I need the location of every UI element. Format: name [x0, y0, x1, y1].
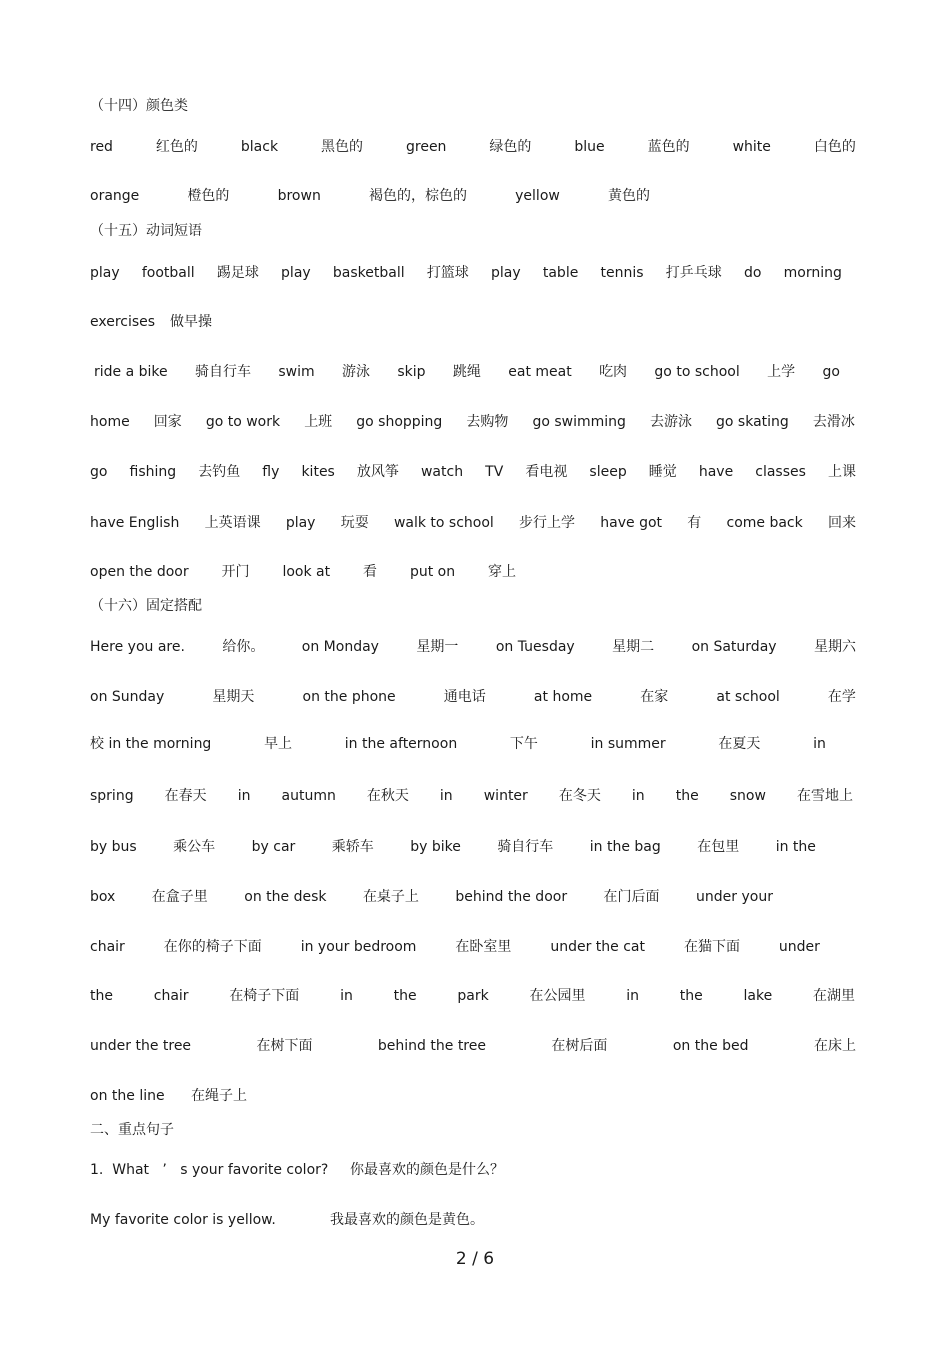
- vocab-term: 在椅子下面: [229, 988, 300, 1004]
- vocab-term: autumn: [281, 788, 336, 804]
- vocab-term: 骑自行车: [194, 364, 251, 380]
- vocab-term: 星期一: [416, 639, 459, 655]
- vocab-term: go swimming: [532, 414, 626, 430]
- vocab-term: 蓝色的: [647, 139, 690, 155]
- vocab-term: open the door: [90, 564, 189, 580]
- vocab-term: snow: [729, 788, 766, 804]
- vocab-term: 在桌子上: [362, 889, 419, 905]
- vocab-term: sleep: [589, 464, 627, 480]
- vocab-term: exercises: [90, 314, 156, 330]
- vocab-row: [90, 733, 826, 753]
- vocab-term: under the cat: [550, 939, 646, 955]
- vocab-term: 星期二: [612, 639, 655, 655]
- vocab-term: in: [439, 788, 453, 804]
- vocab-term: 去游泳: [649, 414, 692, 430]
- vocab-row: [90, 785, 853, 805]
- vocab-term: go: [90, 464, 108, 480]
- vocab-term: brown: [277, 188, 321, 204]
- vocab-term: red: [90, 139, 113, 155]
- vocab-term: go to work: [205, 414, 281, 430]
- vocab-term: 在学: [827, 689, 856, 705]
- vocab-term: in: [237, 788, 251, 804]
- vocab-term: eat meat: [508, 364, 572, 380]
- vocab-term: 在春天: [164, 788, 207, 804]
- vocab-term: classes: [755, 464, 806, 480]
- vocab-row: [90, 886, 773, 906]
- vocab-term: ride a bike: [94, 364, 168, 380]
- section-heading-sentences: 二、重点句子: [90, 1122, 174, 1138]
- vocab-term: 星期六: [814, 639, 856, 655]
- vocab-term: have got: [600, 515, 663, 531]
- vocab-term: on Saturday: [691, 639, 777, 655]
- vocab-row: [90, 512, 856, 532]
- vocab-term: 睡觉: [648, 464, 677, 480]
- vocab-term: the: [393, 988, 417, 1004]
- vocab-term: play: [90, 265, 120, 281]
- vocab-term: by bike: [410, 839, 461, 855]
- vocab-term: 上学: [767, 364, 796, 380]
- vocab-term: 在你的椅子下面: [163, 939, 262, 955]
- vocab-term: chair: [153, 988, 189, 1004]
- vocab-term: at home: [533, 689, 593, 705]
- vocab-term: on the line: [90, 1088, 165, 1104]
- vocab-term: 在雪地上: [796, 788, 853, 804]
- vocab-term: 在绳子上: [191, 1088, 247, 1104]
- vocab-term: 在夏天: [718, 736, 761, 752]
- vocab-term: 开门: [221, 564, 250, 580]
- page-number: 2 / 6: [455, 1249, 495, 1269]
- vocab-term: look at: [282, 564, 331, 580]
- vocab-term: play: [281, 265, 311, 281]
- vocab-term: white: [732, 139, 771, 155]
- vocab-row: [90, 936, 820, 956]
- vocab-term: TV: [485, 464, 504, 480]
- vocab-term: 游泳: [341, 364, 370, 380]
- vocab-term: the: [90, 988, 113, 1004]
- vocab-term: go: [822, 364, 840, 380]
- vocab-term: go to school: [654, 364, 740, 380]
- vocab-term: 在猫下面: [683, 939, 740, 955]
- vocab-term: 星期天: [212, 689, 255, 705]
- vocab-term: in: [813, 736, 826, 752]
- vocab-term: 穿上: [488, 564, 516, 580]
- vocab-term: 上班: [304, 414, 333, 430]
- vocab-term: watch: [420, 464, 464, 480]
- sentence-chinese: 你最喜欢的颜色是什么？: [350, 1162, 504, 1178]
- vocab-term: 有: [687, 515, 702, 531]
- vocab-term: home: [90, 414, 130, 430]
- vocab-term: go skating: [716, 414, 789, 430]
- vocab-term: in the bag: [589, 839, 661, 855]
- vocab-term: behind the tree: [377, 1038, 486, 1054]
- vocab-term: under your: [696, 889, 773, 905]
- vocab-row: [90, 1035, 856, 1055]
- vocab-term: skip: [397, 364, 426, 380]
- vocab-term: lake: [743, 988, 773, 1004]
- vocab-term: kites: [301, 464, 335, 480]
- vocab-term: by bus: [90, 839, 137, 855]
- vocab-term: 黑色的: [321, 139, 364, 155]
- vocab-term: 打篮球: [426, 265, 469, 281]
- vocab-term: 乘轿车: [331, 839, 374, 855]
- vocab-term: 通电话: [443, 689, 486, 705]
- vocab-term: 早上: [264, 736, 293, 752]
- vocab-term: put on: [409, 564, 456, 580]
- vocab-term: play: [285, 515, 316, 531]
- vocab-term: 乘公车: [173, 839, 216, 855]
- vocab-term: 红色的: [155, 139, 198, 155]
- vocab-term: 在床上: [814, 1038, 856, 1054]
- section-heading-verbs: （十五）动词短语: [90, 223, 202, 239]
- vocab-term: 在盒子里: [151, 889, 208, 905]
- vocab-term: football: [141, 265, 195, 281]
- vocab-term: have English: [90, 515, 180, 531]
- vocab-term: 吃肉: [599, 364, 628, 380]
- vocab-term: 在包里: [697, 839, 740, 855]
- vocab-term: in the afternoon: [344, 736, 458, 752]
- vocab-term: 去钓鱼: [198, 464, 241, 480]
- vocab-term: in: [626, 988, 639, 1004]
- sentence-chinese: 我最喜欢的颜色是黄色。: [330, 1212, 484, 1228]
- vocab-term: table: [542, 265, 579, 281]
- vocab-term: 校 in the morning: [90, 736, 212, 752]
- vocab-term: on the phone: [302, 689, 396, 705]
- vocab-term: on Tuesday: [495, 639, 575, 655]
- vocab-term: 下午: [509, 736, 538, 752]
- vocab-term: chair: [90, 939, 125, 955]
- vocab-term: 给你。: [222, 639, 265, 655]
- vocab-term: in your bedroom: [300, 939, 417, 955]
- vocab-term: 在门后面: [603, 889, 660, 905]
- vocab-row: [90, 262, 842, 282]
- vocab-term: 在湖里: [812, 988, 855, 1004]
- vocab-term: 看: [363, 564, 378, 580]
- vocab-term: Here you are.: [90, 639, 185, 655]
- vocab-term: play: [491, 265, 521, 281]
- vocab-row: [94, 361, 840, 381]
- vocab-term: spring: [90, 788, 134, 804]
- vocab-term: blue: [574, 139, 605, 155]
- vocab-row: [90, 836, 816, 856]
- vocab-term: basketball: [332, 265, 405, 281]
- vocab-term: 在家: [640, 689, 669, 705]
- vocab-term: 上课: [827, 464, 856, 480]
- vocab-row: [90, 636, 856, 656]
- vocab-row: [90, 185, 650, 205]
- vocab-term: in: [340, 988, 353, 1004]
- vocab-term: on the bed: [672, 1038, 749, 1054]
- vocab-term: fishing: [129, 464, 177, 480]
- vocab-term: orange: [90, 188, 140, 204]
- vocab-term: 玩耍: [340, 515, 369, 531]
- vocab-term: 看电视: [525, 464, 568, 480]
- vocab-row: [90, 561, 516, 581]
- vocab-term: in the: [775, 839, 816, 855]
- vocab-term: behind the door: [455, 889, 568, 905]
- vocab-term: yellow: [515, 188, 560, 204]
- vocab-term: the: [675, 788, 699, 804]
- vocab-term: go shopping: [356, 414, 443, 430]
- vocab-term: 骑自行车: [497, 839, 554, 855]
- vocab-term: 在公园里: [529, 988, 586, 1004]
- vocab-term: 褐色的，棕色的: [368, 188, 467, 204]
- vocab-term: morning: [783, 265, 842, 281]
- vocab-term: in: [631, 788, 645, 804]
- vocab-term: come back: [726, 515, 803, 531]
- vocab-term: 白色的: [813, 139, 856, 155]
- vocab-term: 跳绳: [452, 364, 481, 380]
- vocab-term: green: [406, 139, 447, 155]
- section-heading-fixed: （十六）固定搭配: [90, 598, 202, 614]
- vocab-row: [90, 311, 212, 331]
- vocab-term: on Monday: [301, 639, 379, 655]
- vocab-term: 回来: [827, 515, 856, 531]
- vocab-term: 在卧室里: [455, 939, 512, 955]
- vocab-term: 去购物: [466, 414, 509, 430]
- vocab-term: 踢足球: [216, 265, 259, 281]
- vocab-term: under the tree: [90, 1038, 192, 1054]
- vocab-row: [90, 686, 856, 706]
- sentence-row: [90, 1209, 484, 1229]
- sentence-english: 1. What ’ s your favorite color?: [90, 1162, 329, 1178]
- vocab-term: under: [778, 939, 820, 955]
- vocab-term: in summer: [590, 736, 666, 752]
- vocab-term: swim: [278, 364, 315, 380]
- vocab-term: 在冬天: [558, 788, 601, 804]
- vocab-term: fly: [262, 464, 280, 480]
- vocab-term: by car: [251, 839, 296, 855]
- vocab-term: park: [457, 988, 489, 1004]
- vocab-term: 回家: [153, 414, 182, 430]
- vocab-term: 放风筝: [356, 464, 399, 480]
- vocab-term: 上英语课: [204, 515, 261, 531]
- vocab-term: 在树后面: [551, 1038, 608, 1054]
- vocab-row: [90, 411, 855, 431]
- vocab-term: 做早操: [170, 314, 212, 330]
- vocab-term: 橙色的: [187, 188, 230, 204]
- vocab-term: 在树下面: [256, 1038, 313, 1054]
- sentence-row: [90, 1159, 504, 1179]
- vocab-term: have: [698, 464, 734, 480]
- vocab-term: 去滑冰: [812, 414, 855, 430]
- vocab-term: box: [90, 889, 116, 905]
- vocab-term: 绿色的: [489, 139, 532, 155]
- vocab-term: the: [679, 988, 703, 1004]
- vocab-row: [90, 1085, 247, 1105]
- sentence-english: My favorite color is yellow.: [90, 1212, 276, 1228]
- section-heading-colors: （十四）颜色类: [90, 98, 188, 114]
- vocab-row: [90, 136, 856, 156]
- vocab-term: on Sunday: [90, 689, 165, 705]
- vocab-term: at school: [716, 689, 780, 705]
- vocab-term: tennis: [600, 265, 644, 281]
- vocab-term: walk to school: [393, 515, 494, 531]
- vocab-term: do: [743, 265, 762, 281]
- vocab-term: on the desk: [244, 889, 327, 905]
- vocab-term: 在秋天: [366, 788, 409, 804]
- vocab-term: winter: [483, 788, 528, 804]
- vocab-row: [90, 985, 855, 1005]
- vocab-term: black: [240, 139, 279, 155]
- vocab-term: 步行上学: [519, 515, 576, 531]
- vocab-row: [90, 461, 856, 481]
- vocab-term: 打乒乓球: [665, 265, 722, 281]
- vocab-term: 黄色的: [608, 188, 650, 204]
